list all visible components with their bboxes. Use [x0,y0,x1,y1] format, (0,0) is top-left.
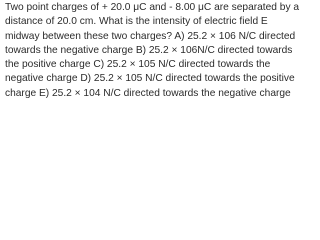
question-line: distance of 20.0 cm. What is the intensity of electric field E [5,16,268,28]
question-line: midway between these two charges? A) 25.2 × 106 N/C directed [5,30,296,42]
question-line: Two point charges of + 20.0 μC and - 8.00 μC are separated by a [5,2,300,13]
question-text [5,1,300,101]
question-line: charge E) 25.2 × 104 N/C directed towards the negative charge [5,87,291,99]
question-line: towards the negative charge B) 25.2 × 106N/C directed towards [5,44,293,56]
question-line: negative charge D) 25.2 × 105 N/C directed towards the positive [5,73,295,85]
question-line: the positive charge C) 25.2 × 105 N/C directed towards the [5,59,271,71]
